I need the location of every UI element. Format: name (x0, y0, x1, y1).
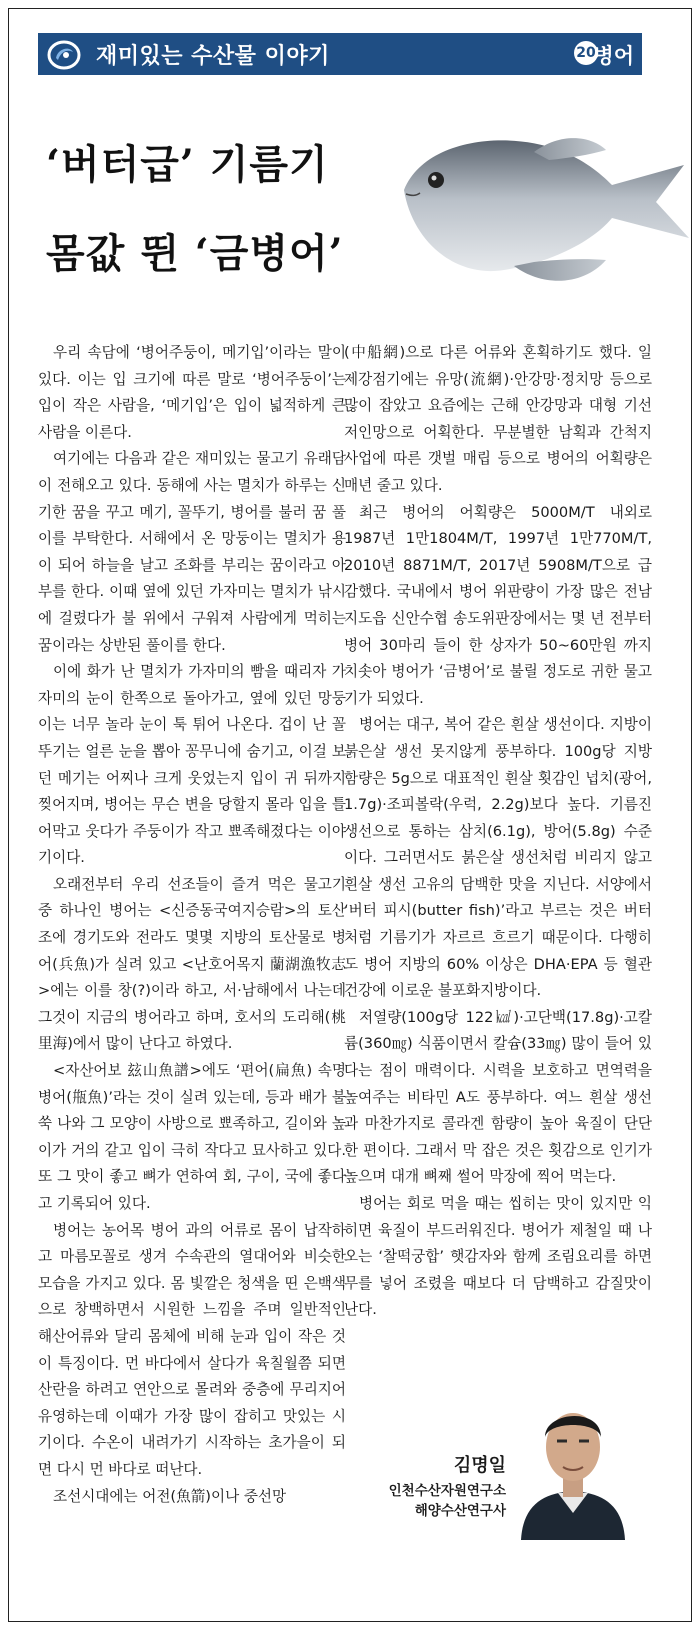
paragraph: 병어는 대구, 복어 같은 흰살 생선이다. 지방이 붉은살 생선 못지않게 풍부하다. 100g당 지방 함량은 5g으로 대표적인 흰살 횟감인 넙치(광어, 1.7g)·조피볼락(우럭, 2.2g)보다 높다. 기름진 생선으로 통하는 삼치(6.1g), 방어(5.8g) 수준이다. 그러면서도 붉은살 생선처럼 비리지 않고 흰살 생선 고유의 담백한 맛을 지닌다. 서양에서 ‘버터 피시(butter fish)’라고 부르는 것은 버터처럼 기름기가 자르르 흐르기 때문이다. 다행히도 병어 지방의 60% 이상은 DHA·EPA 등 혈관건강에 이로운 불포화지방이다. (344, 716, 652, 1000)
paragraph: 저열량(100g당 122㎉)·고단백(17.8g)·고칼륨(360㎎) 식품이면서 칼슘(33㎎) 많이 들어 있다는 점이 매력이다. 시력을 보호하고 면역력을 높여주는 비타민 A도 풍부하다. 여느 흰살 생선과 마찬가지로 콜라겐 함량이 높아 육질이 단단한 편이다. 그래서 막 잡은 것은 횟감으로 인기가 높으며 대개 뼈째 썰어 막장에 찍어 먹는다. (344, 1008, 652, 1186)
author-name: 김명일 (453, 1455, 506, 1476)
headline-line-2: 몸값 뛴 ‘금병어’ (46, 230, 344, 277)
paragraph: 여기에는 다음과 같은 재미있는 물고기 유래담이 전해오고 있다. 동해에 사는 멸치가 하루는 신기한 꿈을 꾸고 메기, 꼴뚜기, 병어를 불러 꿈 풀이를 부탁한다. 서해에서 온 망둥이는 멸치가 용이 되어 하늘을 날고 조화를 부리는 꿈이라고 아부를 한다. 이때 옆에 있던 가자미는 멸치가 낚시에 걸렸다가 불 위에서 구워져 사람에게 먹히는 꿈이라는 상반된 풀이를 한다. (38, 450, 346, 654)
pomfret-fish-image (384, 110, 694, 300)
author-title: 해양수산연구사 (414, 1503, 506, 1519)
issue-number-badge: 20 (574, 41, 598, 65)
paragraph: 이에 화가 난 멸치가 가자미의 빰을 때리자 가자미의 눈이 한쪽으로 돌아가고, 옆에 있던 망둥이는 너무 놀라 눈이 툭 튀어 나온다. 겁이 난 꼴뚜기는 얼른 눈을 뽑아 꽁무니에 숨기고, 이걸 보던 메기는 어찌나 크게 웃었는지 입이 귀 뒤까지 찢어지며, 병어는 무슨 변을 당할지 몰라 입을 틀어막고 웃다가 주둥이가 작고 뾰족해졌다는 이야기이다. (38, 663, 346, 867)
paragraph: 병어는 농어목 병어 과의 어류로 몸이 납작하고 마름모꼴로 생겨 수속관의 열대어와 비슷한 모습을 가지고 있다. 몸 빛깔은 청색을 띤 은백색으로 창백하면서 시원한 느낌을 주며 일반적인 해산어류와 달리 몸체에 비해 눈과 입이 작은 것이 특징이다. 먼 바다에서 살다가 육칠월쯤 되면 산란을 하려고 연안으로 몰려와 중층에 무리지어 유영하는데 이때가 가장 많이 잡히고 맛있는 시기이다. 수온이 내려가기 시작하는 초가을이 되면 다시 먼 바다로 떠난다. (38, 1221, 346, 1478)
article-right-column (344, 340, 652, 1324)
paragraph: 우리 속담에 ‘병어주둥이, 메기입’이라는 말이 있다. 이는 입 크기에 따른 말로 ‘병어주둥이’는 입이 작은 사람을, ‘메기입’은 입이 넓적하게 큰 사람을 이른다. (38, 344, 346, 441)
author-affiliation (389, 1481, 506, 1521)
author-org: 인천수산자원연구소 (388, 1483, 506, 1499)
series-title: 재미있는 수산물 이야기 (96, 44, 330, 69)
article-left-column (38, 340, 346, 1510)
swirl-logo-icon (46, 36, 82, 72)
topic-label: 병어 (593, 44, 634, 68)
paragraph: 병어는 회로 먹을 때는 씹히는 맛이 있지만 익히면 육질이 부드러워진다. 병어가 제철일 때 나오는 ‘찰떡궁합’ 햇감자와 함께 조림요리를 하면 무를 넣어 조렸을 때보다 더 담백하고 감질맛이 난다. (344, 1195, 652, 1319)
paragraph: <자산어보 玆山魚譜>에도 ‘편어(扁魚) 속명 병어(甁魚)’라는 것이 실려 있는데, 등과 배가 불쑥 나와 그 모양이 사방으로 뾰족하고, 길이와 높이가 거의 같고 입이 극히 작다고 묘사하고 있다. 또 그 맛이 좋고 뼈가 연하여 회, 구이, 국에 좋다고 기록되어 있다. (38, 1062, 346, 1212)
headline-line-1: ‘버터급’ 기름기 (46, 141, 329, 188)
paragraph: 최근 병어의 어획량은 5000M/T 내외로 1987년 1만1804M/T, 1997년 1만770M/T, 2010년 8871M/T, 2017년 5908M/T으로 급감했다. 국내에서 병어 위판량이 가장 많은 전남 지도읍 신안수협 송도위판장에서는 몇 년 전부터 병어 30마리 들이 한 상자가 50~60만원 까지 치솟아 병어가 ‘금병어’로 불릴 정도로 귀한 물고기가 되었다. (344, 503, 652, 707)
author-photo (513, 1385, 633, 1540)
paragraph: 조선시대에는 어전(魚箭)이나 중선망 (53, 1487, 287, 1505)
series-banner (38, 33, 642, 75)
paragraph: 오래전부터 우리 선조들이 즐겨 먹은 물고기 중 하나인 병어는 <신증동국여지승람>의 토산조에 경기도와 전라도 몇몇 지방의 토산물로 병어(兵魚)가 실려 있고 <난호어목지 蘭湖漁牧志>에는 이를 창(?)이라 하고, 서·남해에서 나는데 그것이 지금의 병어라고 하며, 호서의 도리해(桃里海)에서 많이 난다고 하였다. (38, 875, 346, 1053)
paragraph: (中船網)으로 다른 어류와 혼획하기도 했다. 일제강점기에는 유망(流網)·안강망·정치망 등으로 많이 잡았고 요즘에는 근해 안강망과 대형 기선저인망으로 어획한다. 무분별한 남획과 간척지 사업에 따른 갯벌 매립 등으로 병어의 어획량은 매년 줄고 있다. (344, 344, 652, 494)
